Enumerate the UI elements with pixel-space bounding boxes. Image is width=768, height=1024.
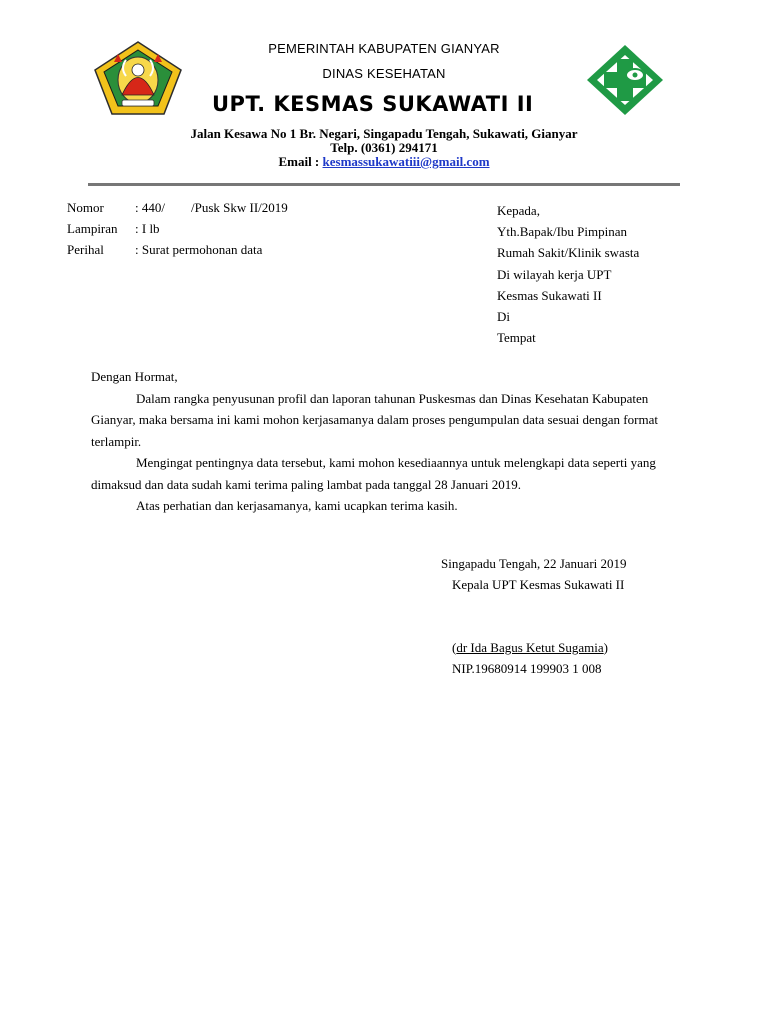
signature-name-line: [452, 640, 608, 656]
kop-title: UPT. KESMAS SUKAWATI II: [212, 92, 534, 116]
signature-name: dr Ida Bagus Ketut Sugamia: [456, 640, 604, 655]
meta-lampiran-label: Lampiran: [67, 221, 118, 236]
kop-email-label: Email :: [278, 154, 323, 169]
paragraph-2: Mengingat pentingnya data tersebut, kami mohon kesediaannya untuk melengkapi data seperti yang dimaksud dan data sudah kami terima paling lambat pada tanggal 28 Januari 2019.: [91, 455, 656, 492]
signature-position: Kepala UPT Kesmas Sukawati II: [452, 577, 625, 592]
recipient-line: Di wilayah kerja UPT: [497, 266, 612, 282]
kop-department: DINAS KESEHATAN: [322, 66, 446, 81]
signature-place-date: Singapadu Tengah, 22 Januari 2019: [441, 556, 627, 571]
kop-government: PEMERINTAH KABUPATEN GIANYAR: [268, 41, 500, 56]
kop-phone: Telp. (0361) 294171: [330, 140, 438, 155]
signature-close-paren: ): [603, 640, 608, 655]
recipient-block: [497, 200, 639, 348]
recipient-line: Tempat: [497, 330, 536, 346]
meta-lampiran: [67, 221, 160, 237]
meta-nomor-label: Nomor: [67, 200, 104, 215]
greeting: Dengan Hormat,: [91, 369, 178, 384]
meta-lampiran-value: : I lb: [135, 221, 160, 236]
letter-body: [91, 366, 671, 517]
recipient-line: Rumah Sakit/Klinik swasta: [497, 245, 640, 261]
recipient-line: Kesmas Sukawati II: [497, 287, 602, 303]
meta-perihal-label: Perihal: [67, 242, 104, 257]
signature-nip: NIP.19680914 199903 1 008: [452, 661, 602, 676]
meta-nomor: [67, 200, 288, 216]
recipient-line: Yth.Bapak/Ibu Pimpinan: [497, 224, 627, 240]
kop-address: Jalan Kesawa No 1 Br. Negari, Singapadu Tengah, Sukawati, Gianyar: [190, 126, 578, 141]
meta-perihal-value: : Surat permohonan data: [135, 242, 263, 257]
recipient-line: Di: [497, 309, 510, 325]
letterhead-divider: [88, 183, 680, 186]
kop-email-line: [0, 154, 768, 170]
paragraph-1: Dalam rangka penyusunan profil dan laporan tahunan Puskesmas dan Dinas Kesehatan Kabupaten Gianyar, maka bersama ini kami mohon kerjasamanya dalam proses pengumpulan data sesuai dengan format terlampir.: [91, 390, 658, 449]
kop-email-link[interactable]: kesmassukawatiii@gmail.com: [322, 154, 490, 169]
recipient-line: Kepada,: [497, 203, 540, 218]
meta-nomor-value: : 440/ /Pusk Skw II/2019: [135, 200, 288, 215]
signature-open-paren: (: [452, 640, 457, 655]
paragraph-3: Atas perhatian dan kerjasamanya, kami ucapkan terima kasih.: [136, 498, 458, 513]
meta-perihal: [67, 242, 262, 258]
